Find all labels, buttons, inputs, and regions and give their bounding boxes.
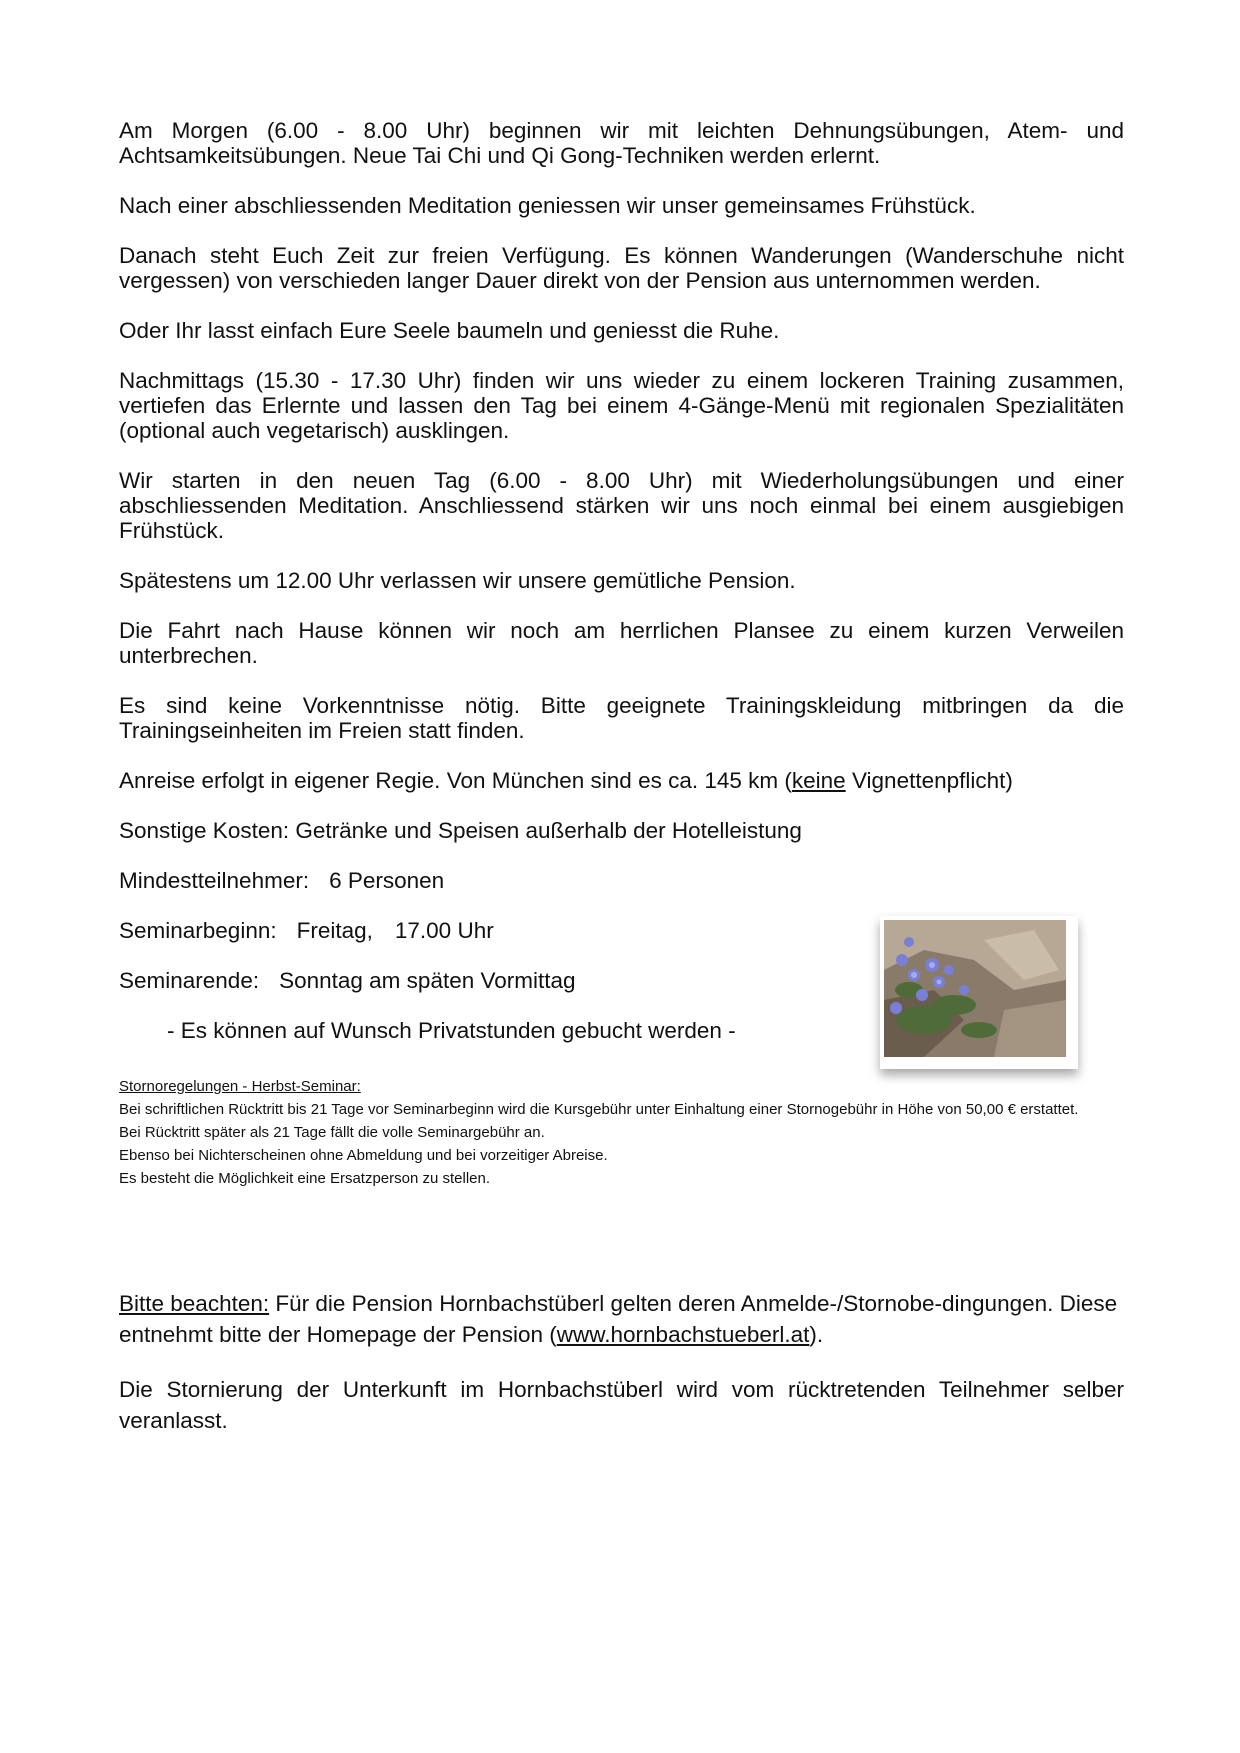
min-participants-label: Mindestteilnehmer: — [119, 868, 310, 893]
cancellation-line: Bei schriftlichen Rücktritt bis 21 Tage vor Seminarbeginn wird die Kursgebühr unter Einhaltung einer Stornogebühr in Höhe von 50,00 € erstattet. — [119, 1101, 1079, 1118]
seminar-start-time: 17.00 Uhr — [394, 918, 494, 943]
min-participants — [119, 868, 1124, 893]
travel-text-end: Vignettenpflicht) — [845, 768, 1013, 793]
seminar-start-day: Freitag, — [296, 918, 373, 943]
paragraph-next-day: Wir starten in den neuen Tag (6.00 - 8.00 Uhr) mit Wiederholungsübungen und einer abschliessenden Meditation. Anschliessend stärken wir uns noch einmal bei einem ausgiebigen Frühstück. — [119, 468, 1124, 543]
travel-text: Anreise erfolgt in eigener Regie. Von München sind es ca. 145 km ( — [119, 768, 792, 793]
paragraph-morning: Am Morgen (6.00 - 8.00 Uhr) beginnen wir mit leichten Dehnungsübungen, Atem- und Achtsamkeitsübungen. Neue Tai Chi und Qi Gong-Techniken werden erlernt. — [119, 118, 1124, 168]
paragraph-requirements: Es sind keine Vorkenntnisse nötig. Bitte geeignete Trainingskleidung mitbringen da die Trainingseinheiten im Freien statt finden. — [119, 693, 1124, 743]
cancellation-line: Ebenso bei Nichterscheinen ohne Abmeldung und bei vorzeitiger Abreise. — [119, 1147, 608, 1164]
document-body — [119, 118, 1124, 1459]
cancellation-line: Es besteht die Möglichkeit eine Ersatzperson zu stellen. — [119, 1170, 491, 1187]
cancellation-heading: Stornoregelungen - Herbst-Seminar: — [119, 1078, 361, 1095]
private-lessons: - Es können auf Wunsch Privatstunden gebucht werden - — [167, 1018, 736, 1043]
seminar-end-label: Seminarende: — [119, 968, 260, 993]
paragraph-plansee: Die Fahrt nach Hause können wir noch am herrlichen Plansee zu einem kurzen Verweilen unterbrechen. — [119, 618, 1124, 668]
cancellation-line: Bei Rücktritt später als 21 Tage fällt die volle Seminargebühr an. — [119, 1124, 545, 1141]
accommodation-cancellation-note: Die Stornierung der Unterkunft im Hornbachstüberl wird vom rücktretenden Teilnehmer selber veranlasst. — [119, 1377, 1124, 1433]
paragraph-breakfast: Nach einer abschliessenden Meditation geniessen wir unser gemeinsames Frühstück. — [119, 193, 976, 218]
paragraph-costs: Sonstige Kosten: Getränke und Speisen außerhalb der Hotelleistung — [119, 818, 802, 843]
seminar-end-value: Sonntag am späten Vormittag — [279, 968, 576, 993]
travel-underlined: keine — [791, 768, 846, 793]
note-text: Für die Pension Hornbachstüberl gelten deren Anmelde-/Stornobe-dingungen. Diese entnehmt bitte der Homepage der Pension ( — [119, 1291, 1118, 1347]
paragraph-travel — [119, 768, 1124, 793]
paragraph-afternoon: Nachmittags (15.30 - 17.30 Uhr) finden wir uns wieder zu einem lockeren Training zusammen, vertiefen das Erlernte und lassen den Tag bei einem 4-Gänge-Menü mit regionalen Spezialitäten (optional auch vegetarisch) ausklingen. — [119, 368, 1124, 443]
paragraph-free-time: Danach steht Euch Zeit zur freien Verfügung. Es können Wanderungen (Wanderschuhe nicht vergessen) von verschieden langer Dauer direkt von der Pension aus unternommen werden. — [119, 243, 1124, 293]
seminar-start-label: Seminarbeginn: — [119, 918, 277, 943]
note-label: Bitte beachten: — [119, 1291, 270, 1316]
accommodation-note — [119, 1288, 1124, 1350]
note-text-end: ). — [809, 1322, 824, 1347]
flower-photo — [880, 916, 1078, 1069]
min-participants-value: 6 Personen — [329, 868, 445, 893]
cancellation-section — [119, 1075, 1124, 1190]
paragraph-departure: Spätestens um 12.00 Uhr verlassen wir unsere gemütliche Pension. — [119, 568, 796, 593]
paragraph-relax: Oder Ihr lasst einfach Eure Seele baumeln und geniesst die Ruhe. — [119, 318, 780, 343]
flower-image — [884, 920, 1066, 1057]
pension-homepage-link[interactable]: www.hornbachstueberl.at — [556, 1322, 810, 1347]
